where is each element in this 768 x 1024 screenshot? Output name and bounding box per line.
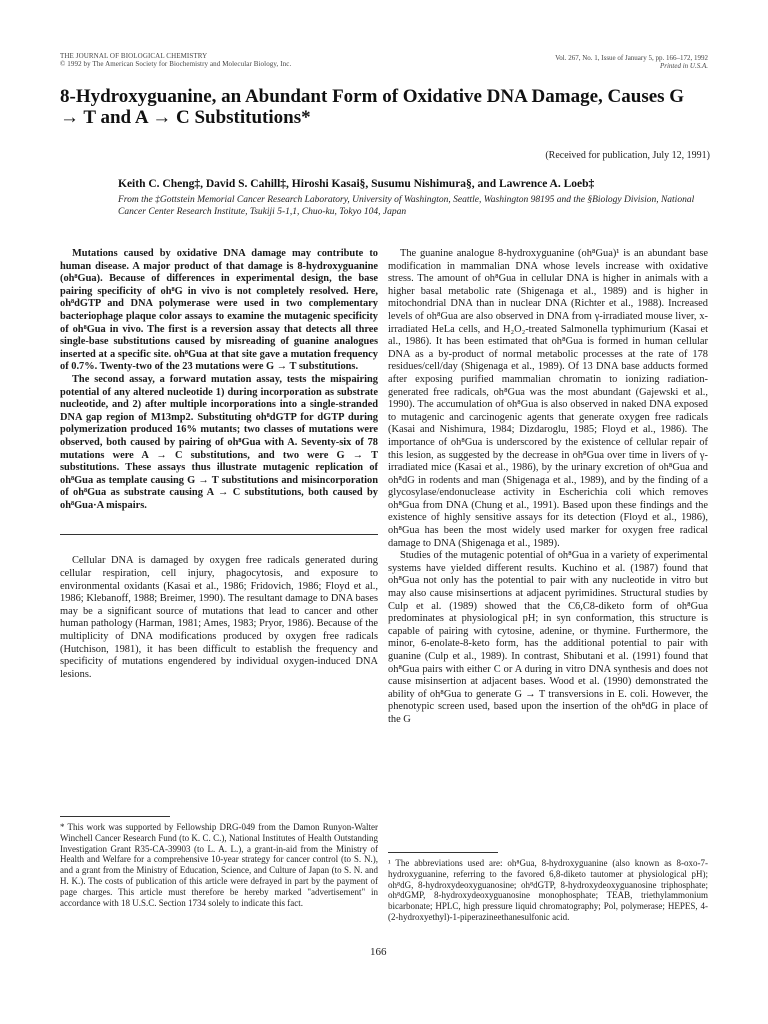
body-paragraph: Cellular DNA is damaged by oxygen free radicals generated during cellular respiration, cell injury, phagocytosis, and exposure to environmental oxidants (Kasai et al., 1986; Fridovich, 1986; Floyd et al., 1986; Klebanoff, 1988; Breimer, 1990). The resultant damage to DNA bases may be a significant source of mutations that lead to cancer and other human pathology (Harman, 1981; Ames, 1983; Pryor, 1986). Because of the multiplicity of DNA modifications produced by oxygen free radicals (Hutchison, 1981), it has been difficult to establish the frequency and specificity of mutations engendered by individual oxygen-induced DNA lesions. <box>60 555 378 680</box>
section-divider <box>60 534 378 535</box>
received-date: (Received for publication, July 12, 1991) <box>545 150 710 161</box>
footnote-divider <box>388 852 498 853</box>
abbreviations-footnote: ¹ The abbreviations used are: oh⁸Gua, 8-hydroxyguanine (also known as 8-oxo-7-hydroxyguanine, referring to the favored 6,8-diketo tautomer at physiological pH); oh⁸dG, 8-hydroxydeoxyguanosine; oh⁸dGTP, 8-hydroxydeoxyguanosine triphosphate; oh⁸dGMP, 8-hydroxydeoxyguanosine monophosphate; TEAB, triethylammonium bicarbonate; HPLC, high pressure liquid chromatography; Pol, polymerase; HEPES, 4-(2-hydroxyethyl)-1-piperazineethanesulfonic acid. <box>388 858 708 922</box>
abstract-paragraph: Mutations caused by oxidative DNA damage may contribute to human disease. A major product of that damage is 8-hydroxyguanine (oh⁸Gua). Because of differences in experimental design, the base pairing specificity of oh⁸G in vivo is not completely resolved. Here, oh⁸dGTP and DNA polymerase were used in two complementary bacteriophage plaque color assays to examine the mutagenic specificity of oh⁸Gua in vivo. The first is a reversion assay that detects all three single-base substitutions caused by misreading of guanine analogues inserted at a specific site. oh⁸Gua at that site gave a mutation frequency of 0.7%. Twenty-two of the 23 mutations were G → T substitutions. <box>60 248 378 373</box>
journal-header <box>60 52 291 68</box>
intro-text-right <box>388 248 708 727</box>
funding-footnote: * This work was supported by Fellowship DRG-049 from the Damon Runyon-Walter Winchell Cancer Research Fund (to K. C. C.), National Institutes of Health Outstanding Investigation Grant R35-CA-39903 (to L. A. L.), a grant-in-aid from the Ministry of Health and Welfare for a comprehensive 10-year strategy for cancer control (to S. N.), and a grant from the Ministry of Education, Science, and Culture of Japan (to S. N. and H. K.). The costs of publication of this article were defrayed in part by the payment of page charges. This article must therefore be hereby marked "advertisement" in accordance with 18 U.S.C. Section 1734 solely to indicate this fact. <box>60 822 378 908</box>
intro-text-left <box>60 555 378 681</box>
article-title: 8-Hydroxyguanine, an Abundant Form of Oxidative DNA Damage, Causes G → T and A → C Substitutions* <box>60 86 685 128</box>
copyright-line: © 1992 by The American Society for Biochemistry and Molecular Biology, Inc. <box>60 60 292 68</box>
right-column <box>388 248 708 727</box>
volume-line: Vol. 267, No. 1, Issue of January 5, pp. 166–172, 1992 <box>555 54 708 62</box>
author-list: Keith C. Cheng‡, David S. Cahill‡, Hiroshi Kasai§, Susumu Nishimura§, and Lawrence A. Loeb‡ <box>118 178 595 190</box>
left-column <box>60 248 378 681</box>
footnote-divider <box>60 816 170 817</box>
printed-line: Printed in U.S.A. <box>659 62 708 70</box>
issue-info <box>555 54 708 70</box>
page-number: 166 <box>370 946 387 958</box>
journal-name: THE JOURNAL OF BIOLOGICAL CHEMISTRY <box>60 52 208 60</box>
affiliation: From the ‡Gottstein Memorial Cancer Research Laboratory, University of Washington, Seattle, Washington 98195 and the §Biology Division, National Cancer Center Research Institute, Tsukiji 5-1,1, Chuo-ku, Tokyo 104, Japan <box>118 195 695 217</box>
abstract-paragraph: The second assay, a forward mutation assay, tests the mispairing potential of any altered nucleotide 1) during incorporation as substrate nucleotide, and 2) after multiple incorporations into a single-stranded DNA gap region of M13mp2. Substituting oh⁸dGTP for dGTP during polymerization produced 16% mutants; two classes of mutations were observed, both caused by pairing of oh⁸Gua with A. Seventy-six of 78 mutations were A → C substitutions, and two were G → T substitutions. These assays thus illustrate mutagenic replication of oh⁸Gua as template causing G → T substitutions and misincorporation of oh⁸Gua as substrate causing A → C substitutions, both caused by oh⁸Gua·A mispairs. <box>60 373 378 511</box>
abstract <box>60 248 378 512</box>
body-paragraph: Studies of the mutagenic potential of oh⁸Gua in a variety of experimental systems have yielded different results. Kuchino et al. (1987) found that oh⁸Gua not only has the potential to pair with any nucleotide in vitro but may also cause misinsertions at adjacent pyrimidines. Structural studies by Culp et al. (1989) showed that the C6,C8-diketo form of oh⁸Gua predominates at physiological pH; in syn conformation, this structure is capable of pairing with cytosine, adenine, or thymine. Furthermore, the minor, 6-enolate-8-keto form, has the additional potential to pair with guanine (Culp et al., 1989). In contrast, Shibutani et al. (1991) found that oh⁸Gua pairs with either C or A during in vitro DNA synthesis and does not cause misinsertion at adjacent bases. Wood et al. (1990) demonstrated the ability of oh⁸Gua to generate G → T transversions in E. coli. However, the phenotypic screen used, based upon the insertion of the oh⁸dG in place of the G <box>388 550 708 725</box>
body-paragraph: The guanine analogue 8-hydroxyguanine (oh⁸Gua)¹ is an abundant base modification in mammalian DNA whose levels increase with oxidative stress. The amount of oh⁸Gua in cellular DNA is higher in animals with a higher basal metabolic rate (Shigenaga et al., 1989) and is higher in mitochondrial DNA than in nuclear DNA (Richter et al., 1988). Increased levels of oh⁸Gua are also observed in DNA from γ-irradiated mouse liver, x-irradiated HeLa cells, and H₂O₂-treated Salmonella typhimurium (Kasai et al., 1986). It has been estimated that oh⁸Gua is formed in human cellular DNA as a by-product of normal metabolic processes at the rate of 178 residues/cell/day (Shigenaga et al., 1989). Of 13 DNA base adducts formed after exposing purified mammalian chromatin to ionizing radiation-generated free radicals, oh⁸Gua was the most abundant (Gajewski et al., 1990). The accumulation of oh⁸Gua is also observed in naked DNA exposed to mutagenic and carcinogenic agents that generate oxygen free radicals (Kasai and Nishimura, 1984; Dizdaroglu, 1985; Floyd et al., 1986). The importance of oh⁸Gua is underscored by the existence of cellular repair of this lesion, as suggested by the decrease in oh⁸Gua over time in livers of γ-irradiated mice (Kasai et al., 1986), by the urinary excretion of oh⁸Gua and oh⁸dG in rodents and man (Shigenaga et al., 1989), and by the finding of a glycosylase/endonuclease activity in Escherichia coli which removes oh⁸Gua from DNA (Chung et al., 1991). Based upon these findings and the existence of highly sensitive assays for its detection (Floyd et al., 1986), oh⁸Gua has been the most widely used marker for oxygen free radical damage to DNA (Shigenaga et al., 1989). <box>388 248 708 549</box>
